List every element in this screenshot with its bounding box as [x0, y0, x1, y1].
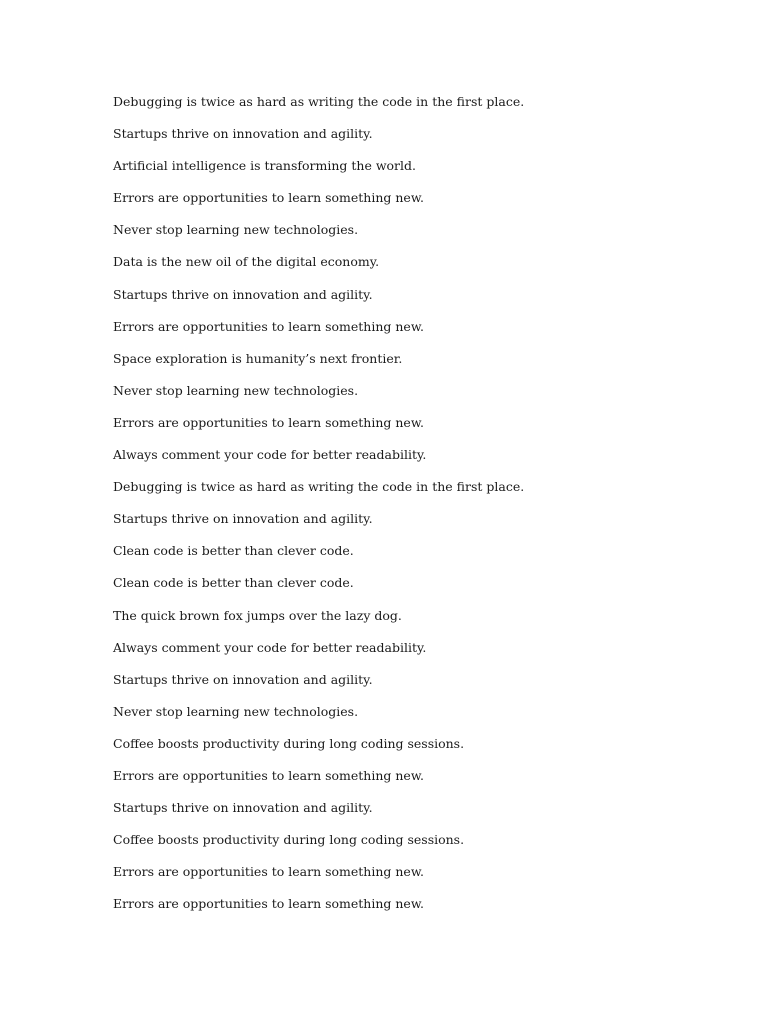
text-line: Debugging is twice as hard as writing the code in the first place.: [113, 94, 525, 109]
text-lines: [113, 91, 524, 925]
text-line: Always comment your code for better readability.: [113, 639, 427, 655]
text-line: Never stop learning new technologies.: [113, 382, 359, 398]
text-line: Space exploration is humanity’s next frontier.: [113, 350, 403, 366]
text-line: Artificial intelligence is transforming the world.: [113, 158, 416, 174]
text-line: Errors are opportunities to learn something new.: [113, 767, 425, 783]
text-line: Startups thrive on innovation and agility.: [113, 286, 373, 302]
text-line: Data is the new oil of the digital economy.: [113, 254, 380, 270]
text-line: Startups thrive on innovation and agility.: [113, 671, 373, 687]
text-line: Errors are opportunities to learn something new.: [113, 190, 425, 206]
text-line: Errors are opportunities to learn something new.: [113, 896, 425, 912]
text-line: Debugging is twice as hard as writing the code in the first place.: [113, 479, 525, 495]
text-line: Never stop learning new technologies.: [113, 703, 359, 719]
text-line: The quick brown fox jumps over the lazy dog.: [113, 607, 402, 623]
text-line: Clean code is better than clever code.: [113, 543, 354, 559]
text-line: Errors are opportunities to learn something new.: [113, 318, 425, 334]
text-line: Always comment your code for better readability.: [113, 447, 427, 463]
text-line: Coffee boosts productivity during long coding sessions.: [113, 832, 465, 848]
text-line: Errors are opportunities to learn something new.: [113, 414, 425, 430]
text-line: Errors are opportunities to learn something new.: [113, 864, 425, 880]
text-line: Never stop learning new technologies.: [113, 222, 359, 238]
text-line: Startups thrive on innovation and agility.: [113, 126, 373, 142]
text-line: Startups thrive on innovation and agility.: [113, 511, 373, 527]
text-line: Coffee boosts productivity during long coding sessions.: [113, 735, 465, 751]
text-line: Startups thrive on innovation and agility.: [113, 800, 373, 816]
text-line: Clean code is better than clever code.: [113, 575, 354, 591]
